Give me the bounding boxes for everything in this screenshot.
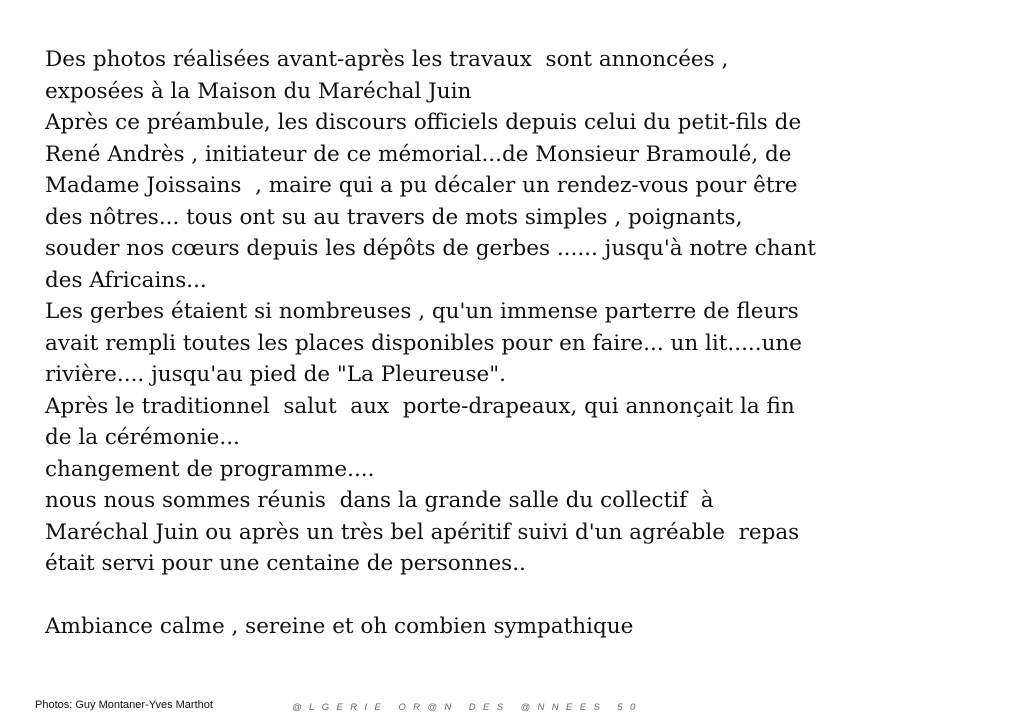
text-line: rivière.... jusqu'au pied de "La Pleureuse". — [45, 362, 506, 387]
text-line: nous nous sommes réunis dans la grande salle du collectif à — [45, 488, 714, 513]
text-line: Les gerbes étaient si nombreuses , qu'un immense parterre de fleurs — [45, 299, 799, 324]
text-line: des Africains... — [45, 267, 207, 293]
text-line: exposées à la Maison du Maréchal Juin — [45, 78, 472, 104]
blank-line — [45, 580, 1005, 612]
closing-line: Ambiance calme , sereine et oh combien sympathique — [45, 614, 634, 639]
document-body — [45, 44, 1005, 643]
text-line: changement de programme.... — [45, 456, 375, 482]
site-watermark: @LGERIE OR@N DES @NNEES 50 — [292, 702, 643, 713]
text-line: Après le traditionnel salut aux porte-drapeaux, qui annonçait la fin — [45, 393, 795, 419]
text-line: Des photos réalisées avant-après les travaux sont annoncées , — [45, 47, 729, 72]
text-line: Maréchal Juin ou après un très bel apéritif suivi d'un agréable repas — [45, 519, 800, 545]
text-line: René Andrès , initiateur de ce mémorial...de Monsieur Bramoulé, de — [45, 141, 792, 167]
text-line: Madame Joissains , maire qui a pu décaler un rendez-vous pour être — [45, 173, 798, 198]
text-line: de la cérémonie... — [45, 425, 240, 450]
text-line: Après ce préambule, les discours officiels depuis celui du petit-fils de — [45, 110, 802, 135]
text-line: souder nos cœurs depuis les dépôts de gerbes ...... jusqu'à notre chant — [45, 236, 816, 261]
text-line: était servi pour une centaine de personnes.. — [45, 551, 526, 576]
text-line: avait rempli toutes les places disponibles pour en faire... un lit.....une — [45, 330, 802, 356]
text-line: des nôtres... tous ont su au travers de mots simples , poignants, — [45, 204, 743, 230]
photo-credit: Photos: Guy Montaner-Yves Marthot — [35, 699, 213, 711]
